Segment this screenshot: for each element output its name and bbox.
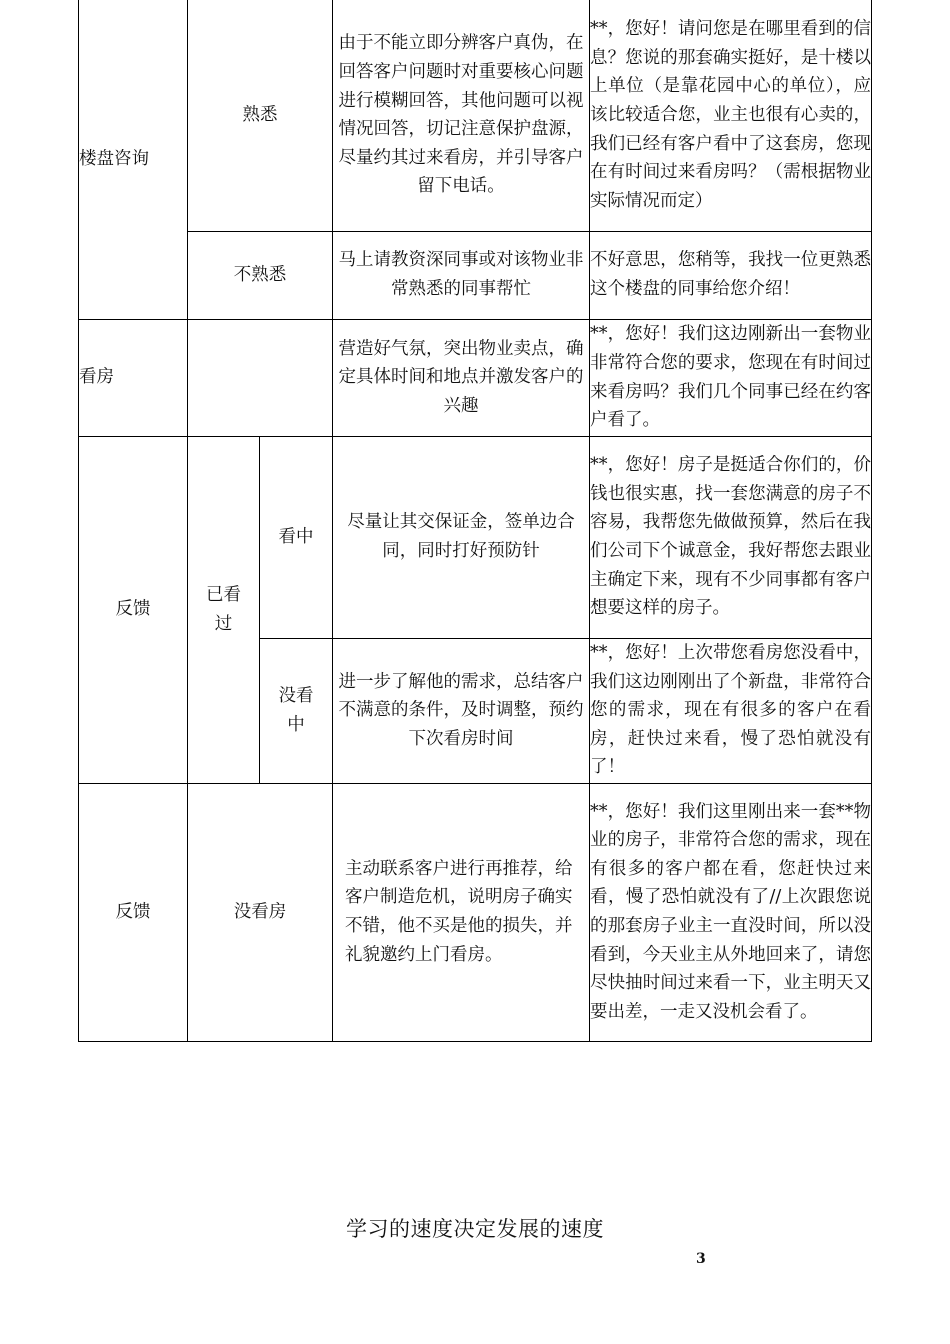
familiar-script: **，您好！请问您是在哪里看到的信息？您说的那套确实挺好，是十楼以上单位（是靠花园中心的单位），应该比较适合您，业主也很有心卖的，我们已经有客户看中了这套房，您现在有时间过来看房吗？（需根据物业实际情况而定） [590, 0, 872, 231]
viewing-strategy: 营造好气氛，突出物业卖点，确定具体时间和地点并激发客户的兴趣 [333, 319, 590, 436]
unfamiliar-label: 不熟悉 [188, 231, 333, 319]
footer-motto: 学习的速度决定发展的速度 [346, 1217, 604, 1241]
table-row [79, 783, 872, 1041]
unseen-strategy: 主动联系客户进行再推荐，给客户制造危机，说明房子确实不错，他不买是他的损失，并礼貌邀约上门看房。 [333, 783, 590, 1041]
stage-cell-viewing: 看房 [79, 319, 188, 436]
familiar-strategy: 由于不能立即分辨客户真伪，在回答客户问题时对重要核心问题进行模糊回答，其他问题可以视情况回答，切记注意保护盘源，尽量约其过来看房，并引导客户留下电话。 [333, 0, 590, 231]
not-liked-script: **，您好！上次带您看房您没看中，我们这边刚刚出了个新盘，非常符合您的需求，现在有很多的客户在看房，赶快过来看，慢了恐怕就没有了！ [590, 638, 872, 783]
familiar-label: 熟悉 [188, 0, 333, 231]
table-row [79, 0, 872, 231]
viewing-script: **，您好！我们这边刚新出一套物业非常符合您的要求，您现在有时间过来看房吗？我们几个同事已经在约客户看了。 [590, 319, 872, 436]
stage-cell-feedback-seen: 反馈 [79, 436, 188, 783]
stage-cell-feedback-unseen: 反馈 [79, 783, 188, 1041]
table-row [79, 231, 872, 319]
not-liked-strategy: 进一步了解他的需求，总结客户不满意的条件，及时调整，预约下次看房时间 [333, 638, 590, 783]
liked-label: 看中 [260, 436, 333, 638]
table-row [79, 436, 872, 638]
table-row [79, 319, 872, 436]
liked-strategy: 尽量让其交保证金，签单边合同，同时打好预防针 [333, 436, 590, 638]
sales-script-table [78, 0, 872, 1042]
unseen-label: 没看房 [188, 783, 333, 1041]
viewing-empty-cell [188, 319, 333, 436]
stage-cell-consult: 楼盘咨询 [79, 0, 188, 319]
not-liked-label: 没看中 [260, 638, 333, 783]
unseen-script: **，您好！我们这里刚出来一套**物业的房子，非常符合您的需求，现在有很多的客户都在看，您赶快过来看，慢了恐怕就没有了//上次跟您说的那套房子业主一直没时间，所以没看到，今天业主从外地回来了，请您尽快抽时间过来看一下，业主明天又要出差，一走又没机会看了。 [590, 783, 872, 1041]
seen-label: 已看过 [188, 436, 260, 783]
unfamiliar-script: 不好意思，您稍等，我找一位更熟悉这个楼盘的同事给您介绍！ [590, 231, 872, 319]
page-number: 3 [696, 1251, 706, 1267]
liked-script: **，您好！房子是挺适合你们的，价钱也很实惠，找一套您满意的房子不容易，我帮您先做做预算，然后在我们公司下个诚意金，我好帮您去跟业主确定下来，现有不少同事都有客户想要这样的房子。 [590, 436, 872, 638]
unfamiliar-strategy: 马上请教资深同事或对该物业非常熟悉的同事帮忙 [333, 231, 590, 319]
